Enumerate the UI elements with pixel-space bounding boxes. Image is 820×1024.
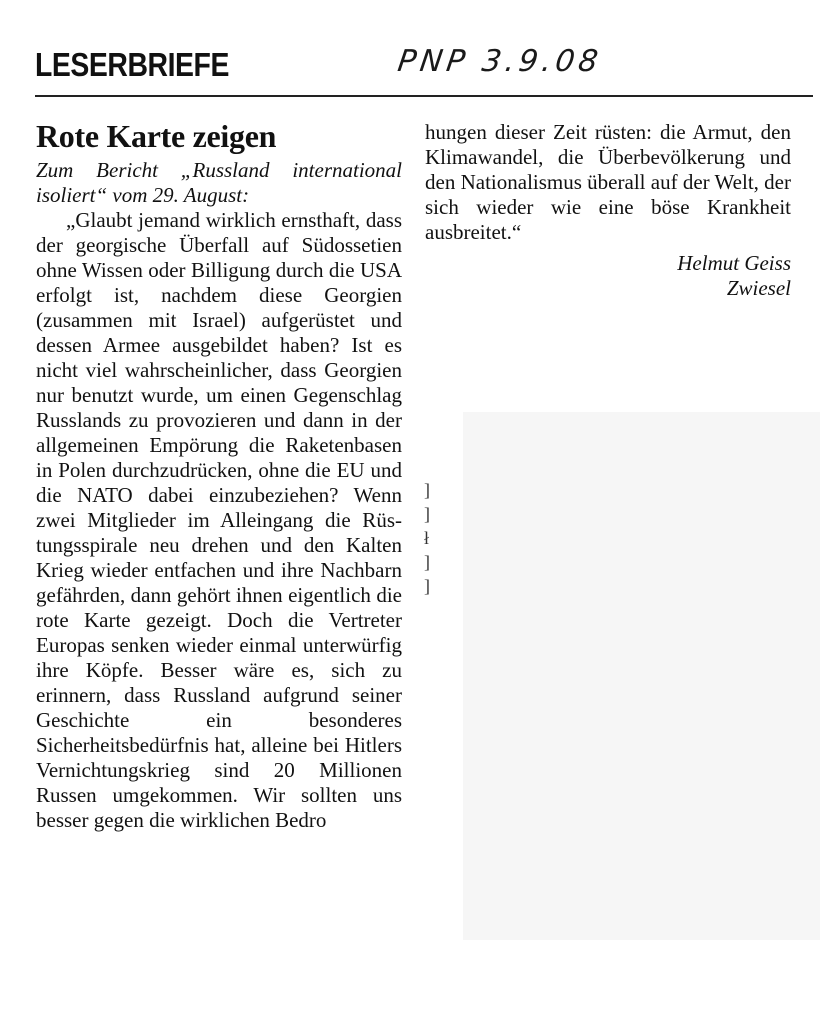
- bleed-mark: ]: [424, 552, 430, 572]
- section-title: LESERBRIEFE: [35, 46, 229, 83]
- article-column-right: [425, 120, 791, 301]
- bleed-mark: ]: [424, 504, 430, 524]
- article-headline: Rote Karte zeigen: [36, 118, 277, 154]
- article-body-part2: hungen dieser Zeit rüsten: die Armut, den Klimawandel, die Überbevölkerung und den Nationalismus überall auf der Welt, der sich wieder wie eine böse Krankheit ausbreitet.“: [425, 120, 791, 244]
- scan-blank-area: [463, 412, 820, 940]
- header-rule: [35, 95, 813, 97]
- bleed-mark: ł: [424, 528, 430, 548]
- bleed-mark: ]: [424, 480, 430, 500]
- bleed-mark: ]: [424, 576, 430, 596]
- article-body-part1: „Glaubt jemand wirklich ernsthaft, dass der georgische Überfall auf Südossetien ohne Wissen oder Billigung durch die USA erfolgt ist, nachdem diese Georgien (zusammen mit Israel) aufgerüstet und dessen Armee ausgebildet haben? Ist es nicht viel wahrscheinlicher, dass Georgien nur benutzt wurde, um einen Gegenschlag Russlands zu provozieren und dann in der allgemeinen Empörung die Raketenbasen in Polen durchzudrücken, ohne die EU und die NATO dabei einzubeziehen? Wenn zwei Mitglieder im Alleingang die Rüstungsspirale neu drehen und den Kalten Krieg wieder entfachen und ihre Nachbarn gefährden, dann gehört ihnen eigentlich die rote Karte gezeigt. Doch die Vertreter Europas senken wieder einmal unterwürfig ihre Köpfe. Besser wäre es, sich zu erinnern, dass Russland aufgrund seiner Geschichte ein besonderes Sicherheitsbedürfnis hat, alleine bei Hitlers Vernichtungskrieg sind 20 Millionen Russen umgekommen. Wir sollten uns besser gegen die wirklichen Bedro: [36, 208, 402, 832]
- article-column-left: [36, 118, 402, 833]
- author-name: Helmut Geiss: [677, 251, 791, 275]
- author-location: Zwiesel: [726, 276, 791, 300]
- handwritten-date-note: PNP 3.9.08: [395, 44, 605, 79]
- bleed-through-marks: [424, 478, 430, 598]
- article-lead: Zum Bericht „Russland international isoliert“ vom 29. August:: [36, 158, 402, 207]
